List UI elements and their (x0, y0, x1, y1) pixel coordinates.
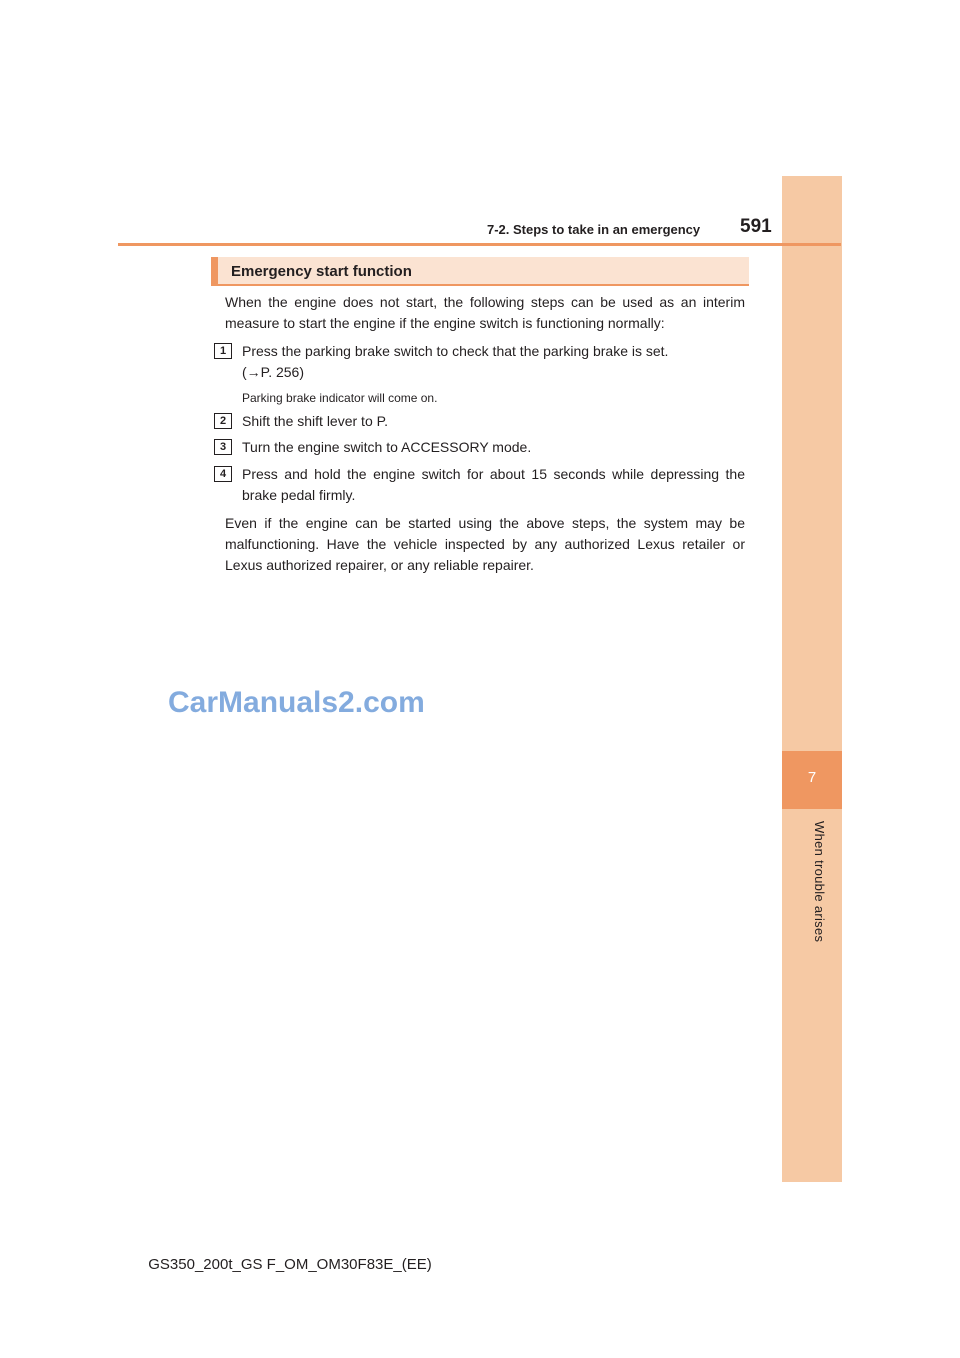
step-note: Parking brake indicator will come on. (242, 391, 438, 405)
step-number-box: 3 (214, 439, 232, 455)
chapter-number-block (782, 751, 842, 809)
chapter-number: 7 (807, 769, 817, 786)
step-text: Shift the shift lever to P. (242, 413, 389, 429)
step-number-box: 4 (214, 466, 232, 482)
closing-paragraph: Even if the engine can be started using the above steps, the system may be malfunctioning. Have the vehicle inspected by any authorized Lexus retailer or Lexus authorized repairer, or any reliable repairer. (225, 515, 745, 573)
step-number-box: 1 (214, 343, 232, 359)
watermark-text: CarManuals2.com (168, 686, 425, 719)
step-number-box: 2 (214, 413, 232, 429)
chapter-title: When trouble arises (812, 821, 827, 943)
section-title: Emergency start function (231, 263, 412, 280)
running-head: 7-2. Steps to take in an emergency (487, 222, 701, 237)
document-code: GS350_200t_GS F_OM_OM30F83E_(EE) (148, 1256, 432, 1273)
page-number: 591 (740, 216, 772, 237)
section-underline (211, 284, 749, 286)
chapter-side-tab (782, 176, 842, 1182)
step-text: Press the parking brake switch to check that the parking brake is set. (242, 343, 669, 359)
step-text: Turn the engine switch to ACCESSORY mode. (242, 439, 532, 455)
intro-paragraph: When the engine does not start, the following steps can be used as an interim measure to start the engine if the engine switch is functioning normally: (225, 294, 745, 331)
header-rule (118, 243, 841, 246)
section-heading-bar (211, 257, 749, 285)
page-reference: (→P. 256) (242, 364, 304, 380)
step-text: Press and hold the engine switch for about 15 seconds while depressing the brake pedal firmly. (242, 466, 745, 503)
